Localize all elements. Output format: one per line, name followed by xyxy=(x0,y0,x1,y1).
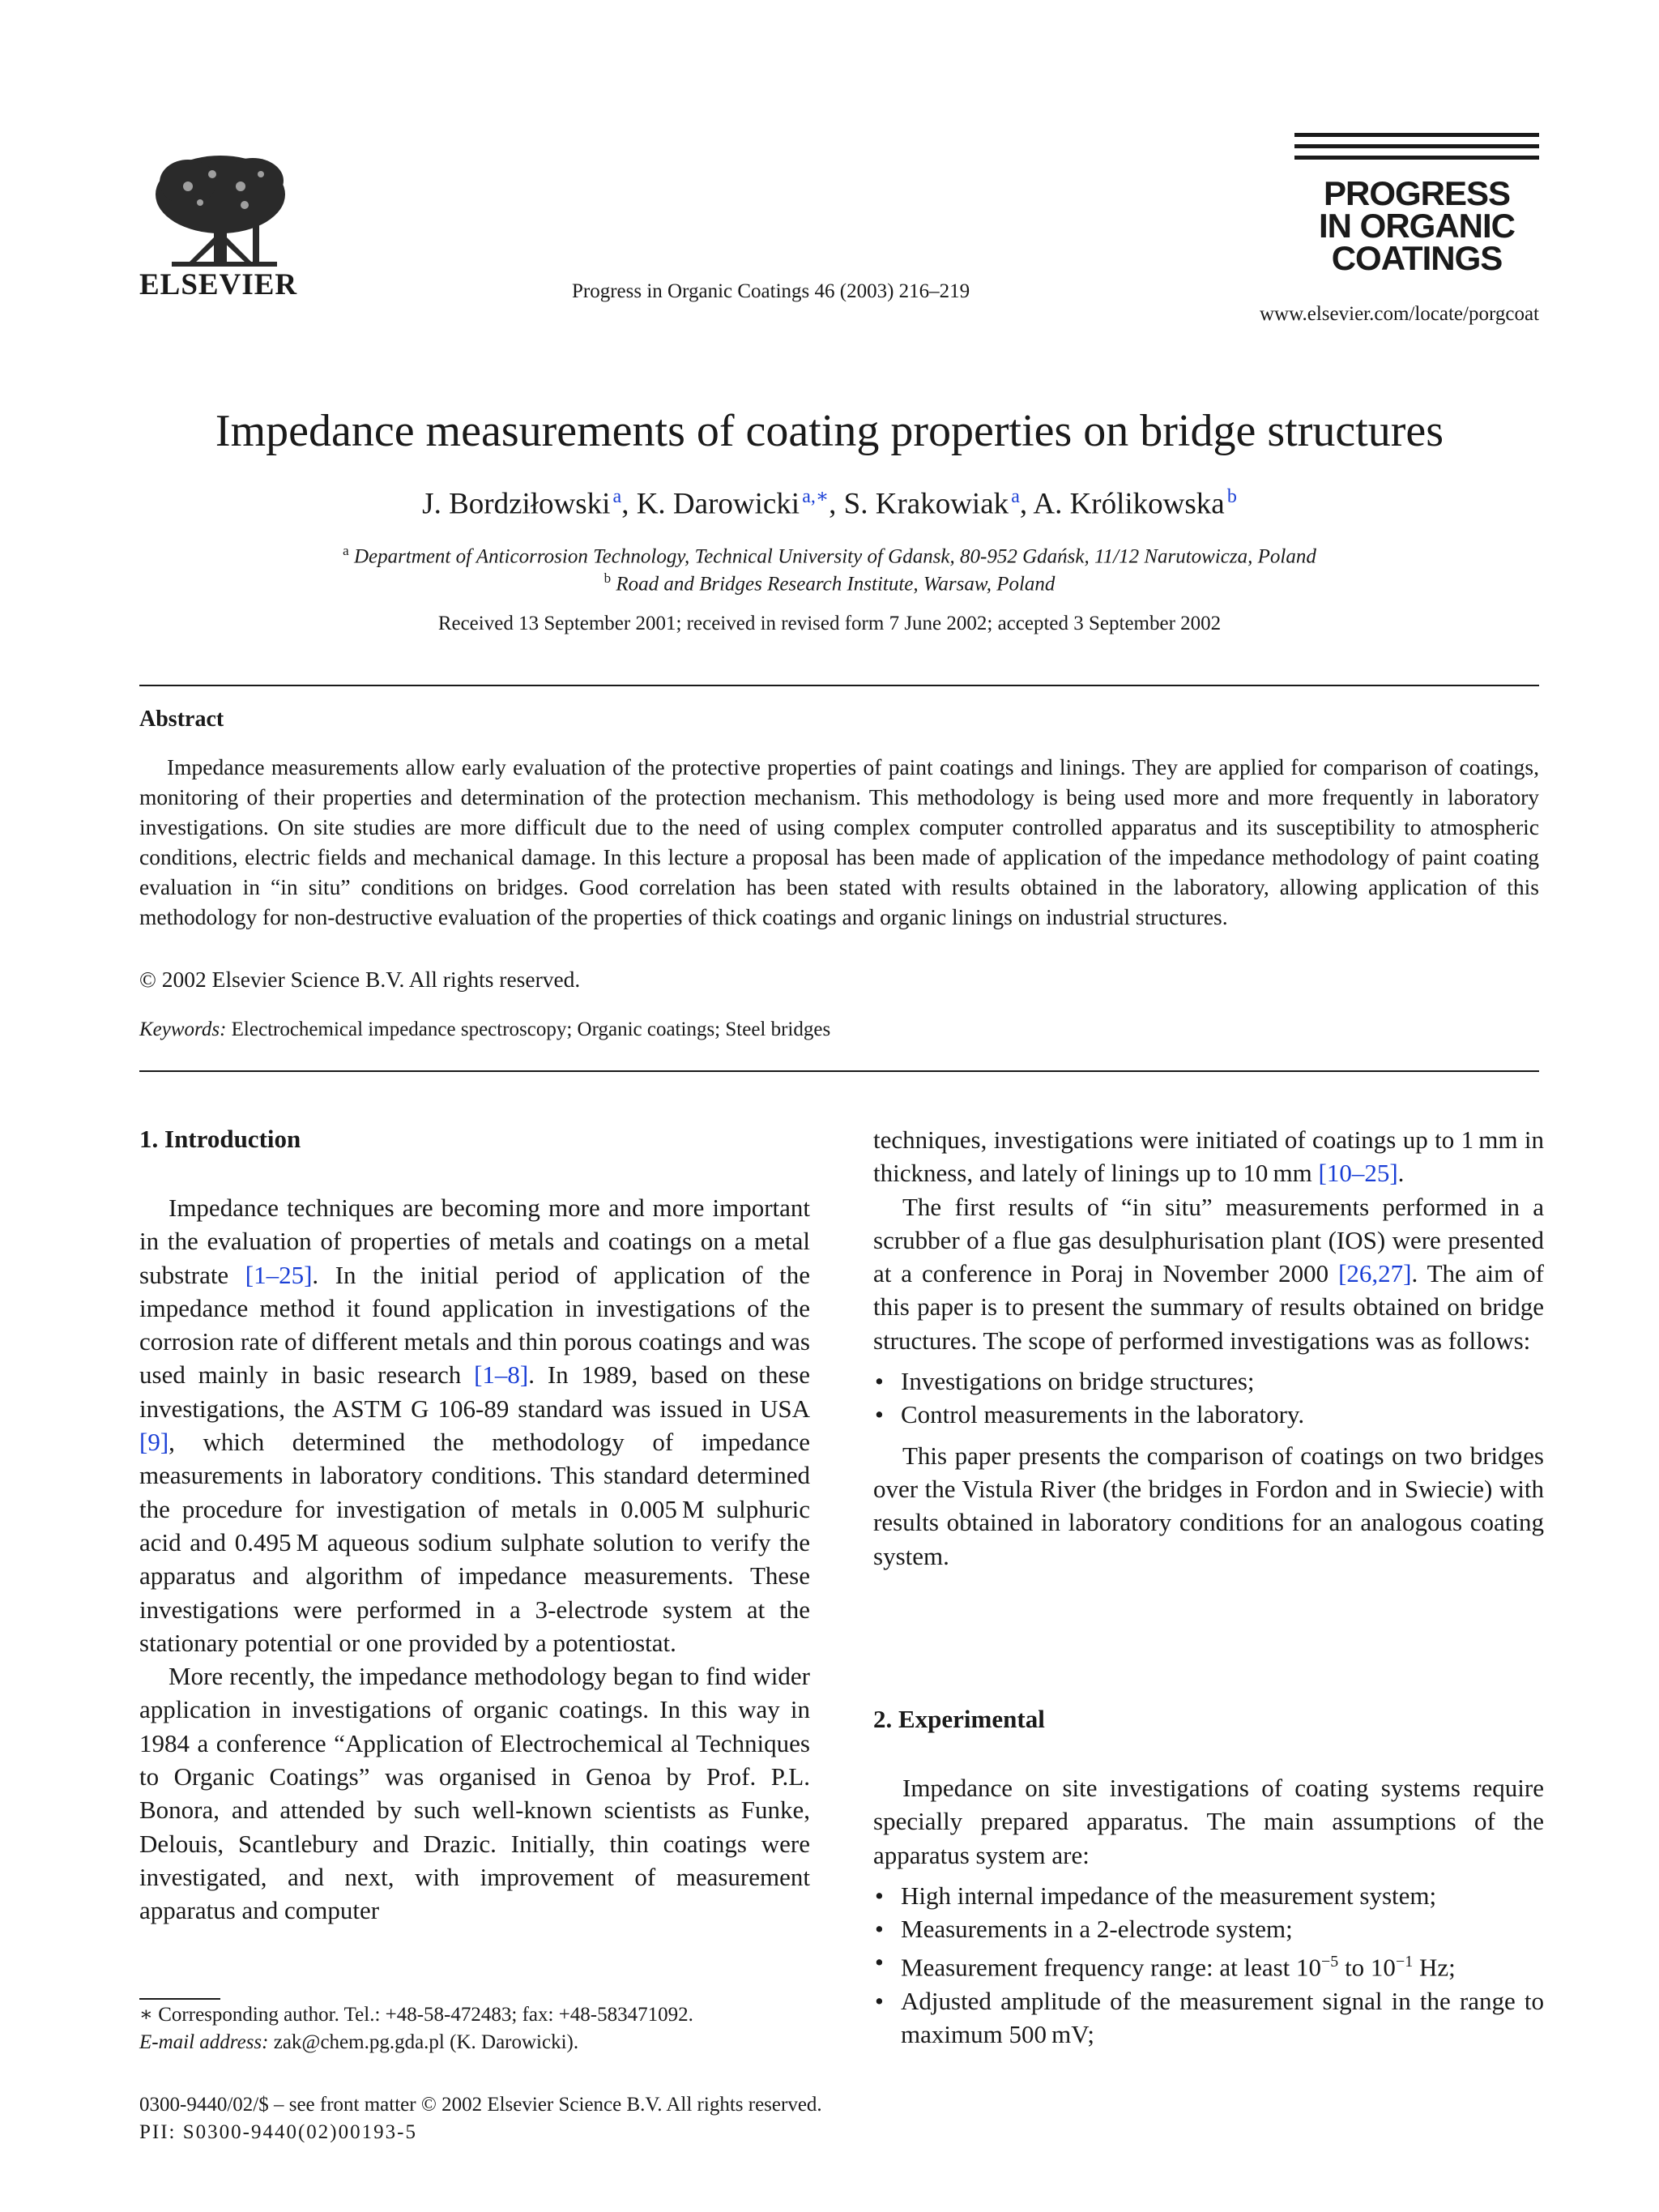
author-name: K. Darowicki xyxy=(636,487,800,521)
section-heading-experimental: 2. Experimental xyxy=(873,1705,1045,1733)
journal-url-link[interactable]: www.elsevier.com/locate/porgcoat xyxy=(1259,303,1539,325)
journal-logo-line: COATINGS xyxy=(1331,239,1503,277)
abstract-heading: Abstract xyxy=(139,707,224,732)
paragraph: Impedance on site investigations of coating systems require specially prepared apparatus. The main assumptions of the apparatus system are: xyxy=(873,1774,1544,1869)
list-item: • High internal impedance of the measurement system; xyxy=(873,1879,1544,1912)
footnote-corresponding-author: ∗ Corresponding author. Tel.: +48-58-472483; fax: +48-583471092. xyxy=(139,2004,693,2026)
journal-citation: Progress in Organic Coatings 46 (2003) 216–219 xyxy=(572,280,970,302)
affiliation-text: Road and Bridges Research Institute, Warsaw, Poland xyxy=(616,573,1056,596)
author-list: J. Bordziłowski $^a$, K. Darowicki $^{a,∗}$, S. Krakowiak $^a$, A. Królikowska $^b$ xyxy=(422,486,1237,521)
journal-logo-line: PROGRESS xyxy=(1323,174,1511,212)
affiliation-b xyxy=(0,570,1659,596)
citation-link[interactable]: [1–25] xyxy=(245,1260,313,1289)
email-label: E-mail address: xyxy=(139,2031,269,2053)
affiliation-text: Department of Anticorrosion Technology, Technical University of Gdansk, 80-952 Gdańsk, 11/12 Narutowicza, Poland xyxy=(353,545,1316,568)
citation-link[interactable]: [9] xyxy=(139,1428,169,1457)
paragraph: techniques, investigations were initiated of coatings up to 1 mm in thickness, and lately of linings up to 10 mm [10–25]. xyxy=(873,1125,1544,1188)
paragraph: The first results of “in situ” measurements performed in a scrubber of a flue gas desulphurisation plant (IOS) were presented at a conference in Poraj in November 2000 [26,27]. The aim of this paper is to present the summary of results obtained on bridge structures. The scope of performed investigations was as follows: xyxy=(873,1192,1544,1355)
divider xyxy=(139,1070,1539,1072)
journal-logo xyxy=(1294,133,1539,275)
pii-identifier: PII: S0300-9440(02)00193-5 xyxy=(139,2121,417,2143)
scope-list xyxy=(873,1364,1544,1432)
affiliation-a xyxy=(0,543,1659,568)
author-name: S. Krakowiak xyxy=(843,487,1009,521)
affiliation-link[interactable]: a xyxy=(612,486,622,507)
list-item: • Investigations on bridge structures; xyxy=(873,1364,1544,1398)
experimental-text xyxy=(873,1771,1544,2052)
left-column xyxy=(139,1191,810,1928)
footnote-rule xyxy=(139,1998,220,2000)
paragraph: This paper presents the comparison of coatings on two bridges over the Vistula River (the bridges in Fordon and in Swiecie) with results obtained in laboratory conditions for an analogous coating system. xyxy=(873,1441,1544,1570)
abstract-body: Impedance measurements allow early evaluation of the protective properties of paint coatings and linings. They are applied for comparison of coatings, monitoring of their properties and determination of the protection mechanism. This methodology is being used more and more frequently in laboratory investigations. On site studies are more difficult due to the need of using complex computer controlled apparatus and its susceptibility to atmospheric conditions, electric fields and mechanical damage. In this lecture a proposal has been made of application of the impedance methodology of paint coating evaluation in “in situ” conditions on bridges. Good correlation has been stated with results obtained in the laboratory, allowing application of this methodology for non-destructive evaluation of the properties of thick coatings and organic linings on industrial structures. xyxy=(139,754,1539,929)
citation-link[interactable]: [10–25] xyxy=(1318,1159,1398,1188)
abstract-copyright: © 2002 Elsevier Science B.V. All rights reserved. xyxy=(139,967,581,992)
paper-title: Impedance measurements of coating properties on bridge structures xyxy=(215,406,1444,456)
citation-link[interactable]: [1–8] xyxy=(474,1360,529,1390)
keywords xyxy=(139,1018,830,1041)
keywords-list: Electrochemical impedance spectroscopy; Organic coatings; Steel bridges xyxy=(231,1018,831,1040)
journal-logo-line: IN ORGANIC xyxy=(1319,207,1515,245)
affiliation-link[interactable]: b xyxy=(1226,486,1237,507)
affiliation-link[interactable]: a xyxy=(1011,486,1020,507)
section-heading-introduction: 1. Introduction xyxy=(139,1125,301,1153)
keywords-label: Keywords: xyxy=(139,1018,227,1040)
author-name: J. Bordziłowski xyxy=(422,487,611,521)
footnote-email xyxy=(139,2029,578,2056)
right-column xyxy=(873,1123,1544,1573)
email-address[interactable]: zak@chem.pg.gda.pl (K. Darowicki). xyxy=(268,2031,579,2053)
list-item: • Measurements in a 2-electrode system; xyxy=(873,1912,1544,1945)
list-item: • Control measurements in the laboratory. xyxy=(873,1398,1544,1431)
author-name: A. Królikowska xyxy=(1033,487,1225,521)
citation-link[interactable]: [26,27] xyxy=(1338,1259,1412,1288)
front-matter-line: 0300-9440/02/$ – see front matter © 2002 Elsevier Science B.V. All rights reserved. xyxy=(139,2094,822,2116)
article-history-dates: Received 13 September 2001; received in revised form 7 June 2002; accepted 3 September 2002 xyxy=(437,613,1222,634)
affiliation-link[interactable]: a,∗ xyxy=(802,486,830,507)
publisher-name: ELSEVIER xyxy=(139,268,298,301)
paragraph: Impedance techniques are becoming more and more important in the evaluation of properties of metals and coatings on a metal substrate [1–25]. In the initial period of application of the impedance method it found application in investigations of the corrosion rate of different metals and thin porous coatings and was used mainly in basic research [1–8]. In 1989, based on these investigations, the ASTM G 106-89 standard was issued in USA [9], which determined the methodology of impedance measurements in laboratory conditions. This standard determined the procedure for investigation of metals in 0.005 M sulphuric acid and 0.495 M aqueous sodium sulphate solution to verify the apparatus and algorithm of impedance measurements. These investigations were performed in a 3-electrode system at the stationary potential or one provided by a potentiostat. xyxy=(139,1194,810,1657)
assumptions-list xyxy=(873,1879,1544,2052)
list-item: • Measurement frequency range: at least $10^{-5}$ to $10^{-1}$ Hz; xyxy=(873,1945,1544,1984)
affiliation-mark: a xyxy=(343,543,349,558)
affiliation-mark: b xyxy=(603,570,612,586)
divider xyxy=(139,685,1539,686)
paragraph: More recently, the impedance methodology began to find wider application in investigations of organic coatings. In this way in 1984 a conference “Application of Electrochemical al Techniques to Organic Coatings” was organised in Genoa by Prof. P.L. Bonora, and attended by such well-known scientists as Funke, Delouis, Scantlebury and Drazic. Initially, thin coatings were investigated, and next, with improvement of measurement apparatus and computer xyxy=(139,1662,810,1925)
list-item: • Adjusted amplitude of the measurement signal in the range to maximum 500 mV; xyxy=(873,1984,1544,2052)
